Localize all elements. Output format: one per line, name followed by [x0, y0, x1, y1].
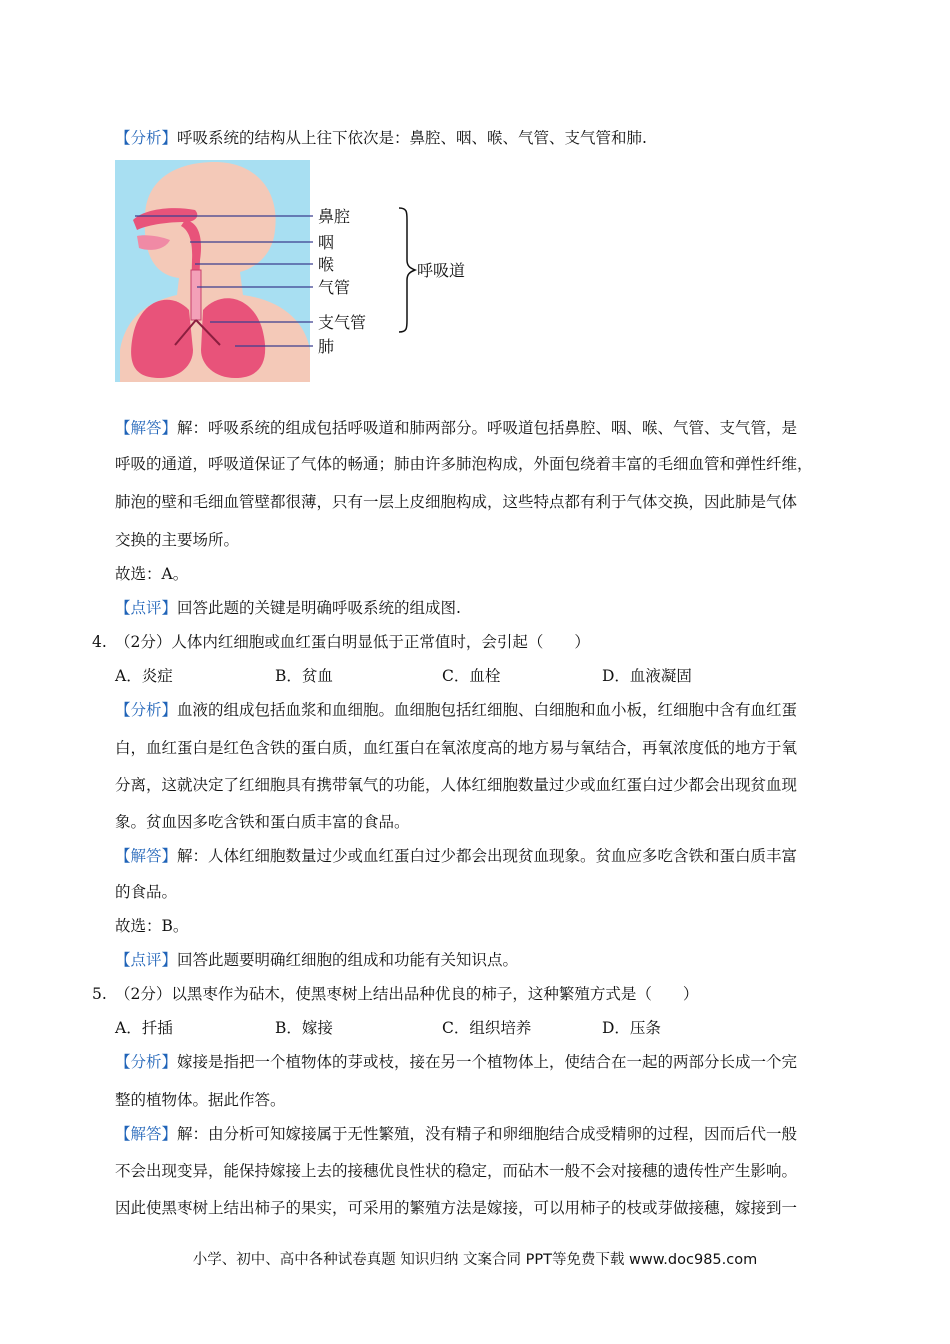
respiratory-system-figure: [115, 160, 475, 382]
figure-label-bronchus: 支气管: [318, 313, 367, 332]
comment-tag: 【点评】: [115, 599, 178, 617]
answer-line: 的食品。: [115, 883, 178, 901]
answer-line: 不会出现变异，能保持嫁接上去的接穗优良性状的稳定，而砧木一般不会对接穗的遗传性产生影响。: [115, 1162, 798, 1180]
respiratory-diagram: [115, 160, 475, 382]
answer-line: 交换的主要场所。: [115, 531, 240, 549]
analysis-line: 象。贫血因多吃含铁和蛋白质丰富的食品。: [115, 813, 410, 831]
option-a: A．炎症: [115, 667, 173, 685]
analysis-tag: 【分析】: [115, 1053, 178, 1071]
answer-line: [115, 418, 797, 438]
option-c: C．组织培养: [442, 1019, 532, 1037]
answer-text: 解：呼吸系统的组成包括呼吸道和肺两部分。呼吸道包括鼻腔、咽、喉、气管、支气管，是: [177, 419, 798, 437]
analysis-line: 白，血红蛋白是红色含铁的蛋白质，血红蛋白在氧浓度高的地方易与氧结合，再氧浓度低的地方于氧: [115, 739, 798, 757]
choice-line: 故选：B。: [115, 917, 189, 935]
analysis-line: 分离，这就决定了红细胞具有携带氧气的功能，人体红细胞数量过少或血红蛋白过少都会出现贫血现: [115, 776, 798, 794]
answer-line: 呼吸的通道，呼吸道保证了气体的畅通；肺由许多肺泡构成，外面包绕着丰富的毛细血管和弹性纤维，: [115, 455, 813, 473]
option-d: D．压条: [602, 1019, 661, 1037]
choice-line: 故选：A。: [115, 565, 189, 583]
brace-shape: [399, 208, 415, 332]
analysis-line: 整的植物体。据此作答。: [115, 1091, 286, 1109]
analysis-tag: 【分析】: [115, 129, 178, 147]
analysis-paragraph: [115, 700, 797, 720]
figure-label-nasal: 鼻腔: [318, 207, 351, 226]
options-row: [115, 666, 692, 686]
option-b: B．嫁接: [275, 1019, 333, 1037]
comment-tag: 【点评】: [115, 951, 178, 969]
analysis-text: 嫁接是指把一个植物体的芽或枝，接在另一个植物体上，使结合在一起的两部分长成一个完: [177, 1053, 798, 1071]
trachea-shape: [191, 270, 201, 320]
answer-line: 因此使黑枣树上结出柿子的果实，可采用的繁殖方法是嫁接，可以用柿子的枝或芽做接穗，嫁接到一: [115, 1199, 798, 1217]
option-d: D．血液凝固: [602, 667, 692, 685]
comment-text: 回答此题的关键是明确呼吸系统的组成图.: [177, 599, 461, 617]
answer-paragraph: [115, 1124, 797, 1144]
answer-text: 解：由分析可知嫁接属于无性繁殖，没有精子和卵细胞结合成受精卵的过程，因而后代一般: [177, 1125, 798, 1143]
answer-tag: 【解答】: [115, 419, 178, 437]
answer-paragraph: [115, 846, 797, 866]
option-c: C．血栓: [442, 667, 501, 685]
figure-group-label: 呼吸道: [417, 261, 466, 280]
analysis-paragraph: [115, 128, 647, 148]
figure-label-trachea: 气管: [318, 278, 351, 297]
page-footer: 小学、初中、高中各种试卷真题 知识归纳 文案合同 PPT等免费下载 www.doc985.com: [192, 1252, 758, 1268]
question-stem: （2分）人体内红细胞或血红蛋白明显低于正常值时，会引起（ ）: [115, 633, 590, 651]
answer-tag: 【解答】: [115, 847, 178, 865]
comment-paragraph: [115, 950, 518, 970]
options-row: [115, 1018, 661, 1038]
figure-label-pharynx: 咽: [318, 233, 335, 252]
analysis-tag: 【分析】: [115, 701, 178, 719]
figure-label-larynx: 喉: [318, 255, 335, 274]
analysis-paragraph: [115, 1052, 797, 1072]
analysis-text: 呼吸系统的结构从上往下依次是：鼻腔、咽、喉、气管、支气管和肺.: [177, 129, 647, 147]
option-a: A．扦插: [115, 1019, 173, 1037]
analysis-text: 血液的组成包括血浆和血细胞。血细胞包括红细胞、白细胞和血小板，红细胞中含有血红蛋: [177, 701, 798, 719]
figure-label-lung: 肺: [318, 337, 335, 356]
question-stem: （2分）以黑枣作为砧木，使黑枣树上结出品种优良的柿子，这种繁殖方式是（ ）: [115, 985, 699, 1003]
option-b: B．贫血: [275, 667, 333, 685]
answer-tag: 【解答】: [115, 1125, 178, 1143]
question-number: 5.: [92, 985, 107, 1003]
answer-line: 肺泡的壁和毛细血管壁都很薄，只有一层上皮细胞构成，这些特点都有利于气体交换，因此肺是气体: [115, 493, 798, 511]
comment-text: 回答此题要明确红细胞的组成和功能有关知识点。: [177, 951, 519, 969]
comment-paragraph: [115, 598, 461, 618]
answer-text: 解：人体红细胞数量过少或血红蛋白过少都会出现贫血现象。贫血应多吃含铁和蛋白质丰富: [177, 847, 798, 865]
question-number: 4.: [92, 633, 107, 651]
